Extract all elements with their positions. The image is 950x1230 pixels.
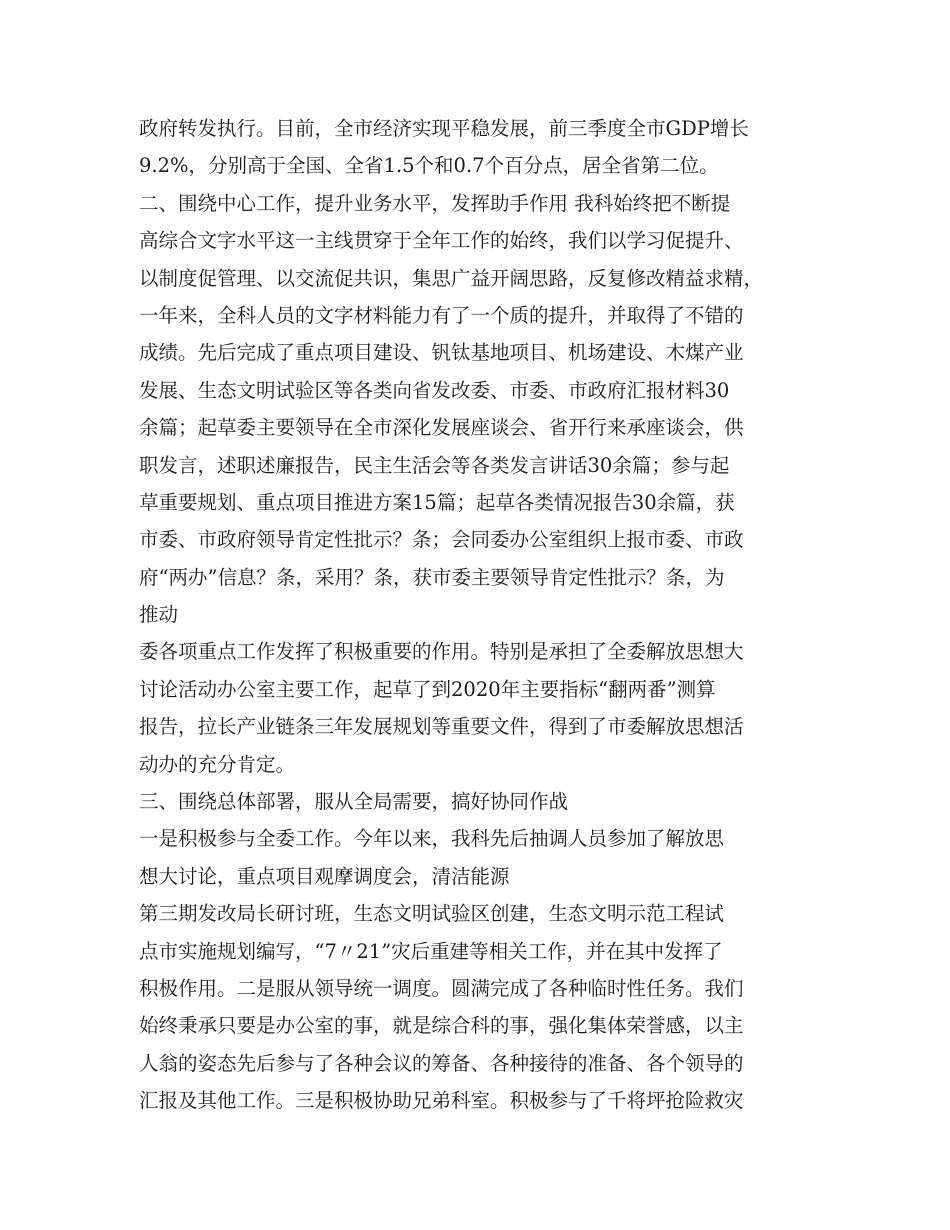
text-line: 市委、市政府领导肯定性批示？条；会同委办公室组织上报市委、市政 xyxy=(139,528,744,552)
section-heading-line: 二、围绕中心工作，提升业务水平，发挥助手作用 我科始终把不断提 xyxy=(139,191,731,215)
text-line: 草重要规划、重点项目推进方案15篇；起草各类情况报告30余篇，获 xyxy=(139,490,735,514)
text-line: 点市实施规划编写，“7〃21”灾后重建等相关工作，并在其中发挥了 xyxy=(139,939,723,963)
text-line: 汇报及其他工作。三是积极协助兄弟科室。积极参与了千将坪抢险救灾 xyxy=(139,1089,744,1113)
text-line: 人翁的姿态先后参与了各种会议的筹备、各种接待的准备、各个领导的 xyxy=(139,1051,744,1075)
text-line: 始终秉承只要是办公室的事，就是综合科的事，强化集体荣誉感，以主 xyxy=(139,1014,744,1038)
text-line: 讨论活动办公室主要工作，起草了到2020年主要指标“翻两番”测算 xyxy=(139,677,716,701)
text-line: 以制度促管理、以交流促共识，集思广益开阔思路，反复修改精益求精， xyxy=(139,266,764,290)
text-line: 政府转发执行。目前，全市经济实现平稳发展，前三季度全市GDP增长 xyxy=(139,117,749,140)
text-line: 一年来，全科人员的文字材料能力有了一个质的提升，并取得了不错的 xyxy=(139,303,744,327)
text-line: 想大讨论，重点项目观摩调度会，清洁能源 xyxy=(139,864,510,888)
text-line: 报告，拉长产业链条三年发展规划等重要文件，得到了市委解放思想活 xyxy=(139,715,744,739)
text-line: 一是积极参与全委工作。今年以来，我科先后抽调人员参加了解放思 xyxy=(139,827,725,851)
text-line: 动办的充分肯定。 xyxy=(139,752,296,776)
text-line: 余篇；起草委主要领导在全市深化发展座谈会、省开行来承座谈会，供 xyxy=(139,416,744,440)
text-line: 委各项重点工作发挥了积极重要的作用。特别是承担了全委解放思想大 xyxy=(139,640,744,664)
text-line: 发展、生态文明试验区等各类向省发改委、市委、市政府汇报材料30 xyxy=(139,378,730,402)
section-heading-line: 三、围绕总体部署，服从全局需要，搞好协同作战 xyxy=(139,790,569,814)
text-line: 职发言，述职述廉报告，民主生活会等各类发言讲话30余篇；参与起 xyxy=(139,453,730,477)
text-line: 9.2%，分别高于全国、全省1.5个和0.7个百分点，居全省第二位。 xyxy=(139,154,719,178)
text-line: 成绩。先后完成了重点项目建设、钒钛基地项目、机场建设、木煤产业 xyxy=(139,341,744,365)
text-line: 第三期发改局长研讨班，生态文明试验区创建，生态文明示范工程试 xyxy=(139,902,725,926)
text-line: 府“两办”信息？条，采用？条，获市委主要领导肯定性批示？条，为 xyxy=(139,565,725,589)
document-body xyxy=(139,110,829,1120)
text-line: 积极作用。二是服从领导统一调度。圆满完成了各种临时性任务。我们 xyxy=(139,976,744,1000)
text-line: 推动 xyxy=(139,603,179,627)
text-line: 高综合文字水平这一主线贯穿于全年工作的始终，我们以学习促提升、 xyxy=(139,229,744,253)
